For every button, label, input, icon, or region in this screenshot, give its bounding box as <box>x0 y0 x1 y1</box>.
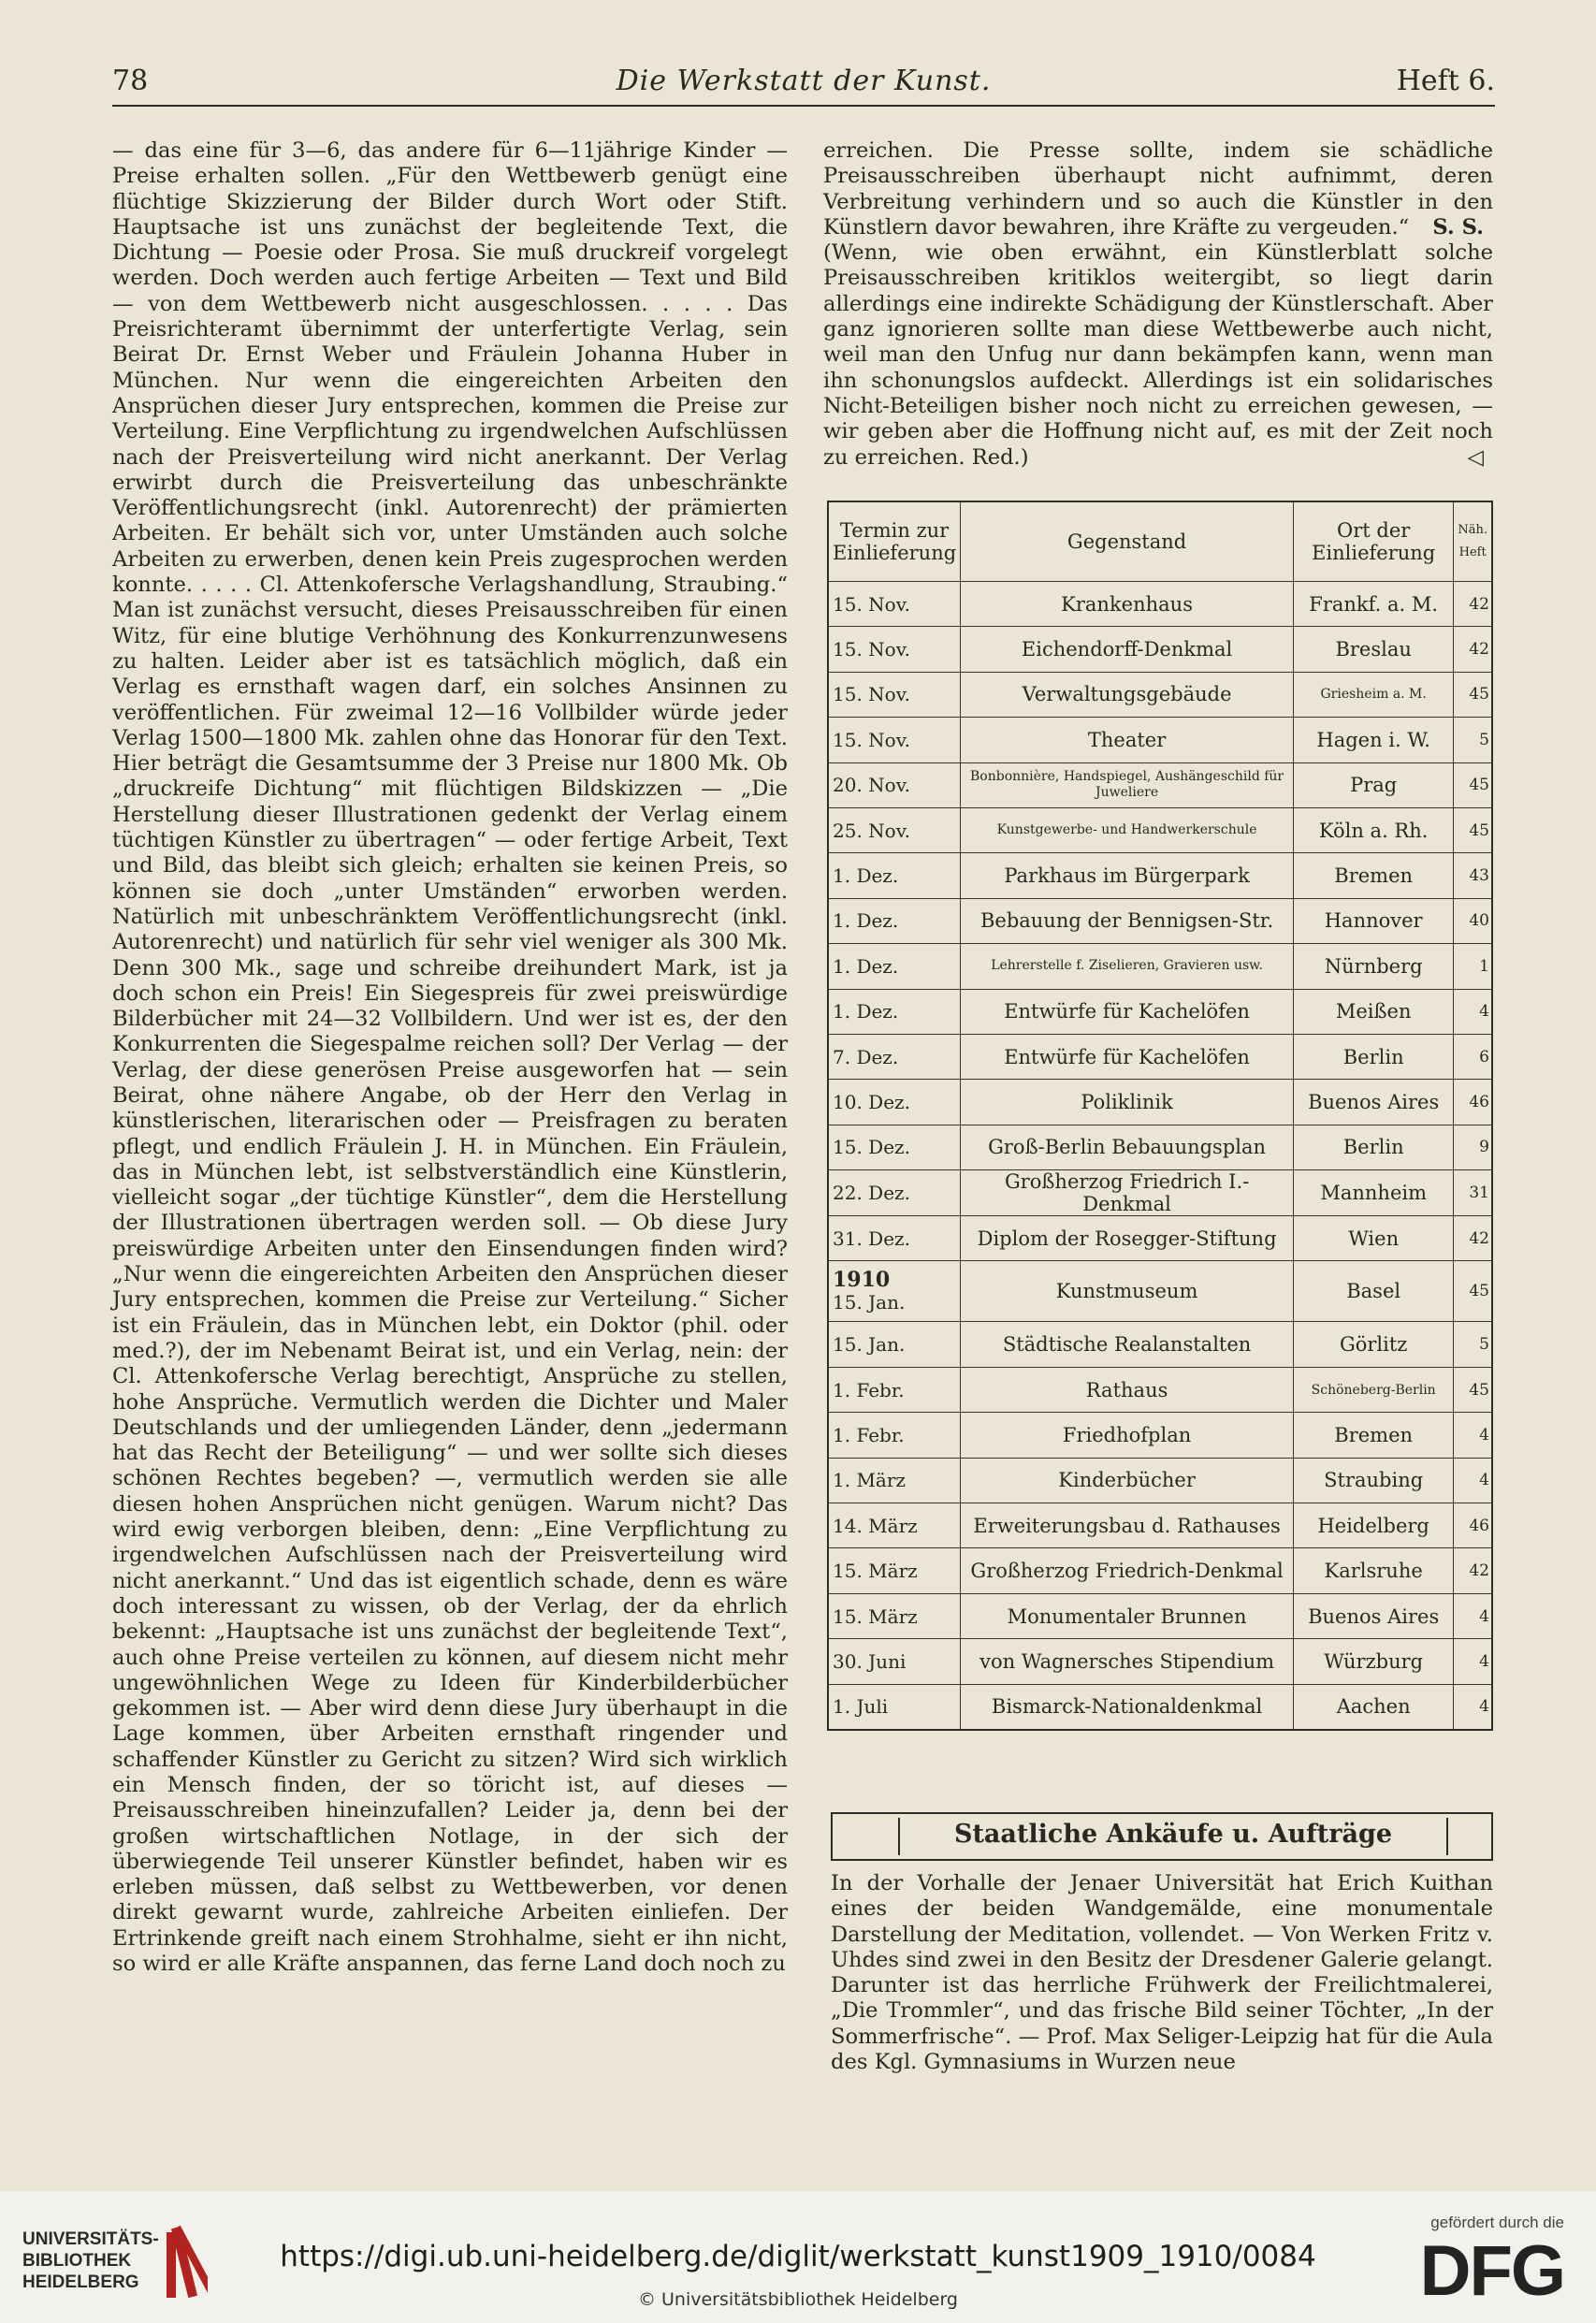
cell-place: Meißen <box>1294 989 1454 1034</box>
cell-place: Heidelberg <box>1294 1503 1454 1548</box>
cell-issue: 43 <box>1454 853 1492 898</box>
cell-place: Breslau <box>1294 627 1454 672</box>
cell-issue: 4 <box>1454 1684 1492 1730</box>
table-row <box>828 1125 1492 1169</box>
table-body <box>828 582 1492 1730</box>
funding-caption: gefördert durch die <box>1430 2214 1564 2231</box>
page-number: 78 <box>112 65 149 97</box>
cell-subject: Bebauung der Bennigsen-Str. <box>961 898 1294 943</box>
cell-place: Berlin <box>1294 1125 1454 1169</box>
cell-place: Prag <box>1294 762 1454 807</box>
cell-issue: 42 <box>1454 627 1492 672</box>
cell-date: 15. Nov. <box>828 627 961 672</box>
heading-rule-right <box>1446 1818 1448 1855</box>
library-name: UNIVERSITÄTS-BIBLIOTHEK HEIDELBERG <box>22 2229 159 2292</box>
table-row <box>828 1458 1492 1503</box>
cell-place: Karlsruhe <box>1294 1548 1454 1593</box>
footer-bar <box>0 2191 1596 2323</box>
cell-date: 7. Dez. <box>828 1034 961 1079</box>
cell-place: Hagen i. W. <box>1294 718 1454 762</box>
cell-date: 22. Dez. <box>828 1170 961 1216</box>
cell-place: Aachen <box>1294 1684 1454 1730</box>
cell-subject: Bonbonnière, Handspiegel, Aushängeschild für Juweliere <box>961 762 1294 807</box>
cell-issue: 45 <box>1454 762 1492 807</box>
cell-subject: Verwaltungsgebäude <box>961 672 1294 717</box>
issue-label: Heft 6. <box>1396 65 1495 97</box>
cell-place: Buenos Aires <box>1294 1593 1454 1638</box>
cell-date: 15. Jan. <box>828 1322 961 1367</box>
table-row <box>828 1170 1492 1216</box>
cell-place: Mannheim <box>1294 1170 1454 1216</box>
table-row <box>828 853 1492 898</box>
header-place: Ort der Einlieferung <box>1294 501 1454 582</box>
cell-issue: 6 <box>1454 1034 1492 1079</box>
cell-subject: Entwürfe für Kachelöfen <box>961 1034 1294 1079</box>
cell-issue: 4 <box>1454 1413 1492 1458</box>
cell-issue: 9 <box>1454 1125 1492 1169</box>
cell-subject: Großherzog Friedrich I.-Denkmal <box>961 1170 1294 1216</box>
cell-issue: 31 <box>1454 1170 1492 1216</box>
competition-table <box>827 501 1493 1731</box>
cell-place: Würzburg <box>1294 1639 1454 1684</box>
cell-issue: 40 <box>1454 898 1492 943</box>
header-deadline: Termin zur Einlieferung <box>828 501 961 582</box>
cell-subject: Eichendorff-Denkmal <box>961 627 1294 672</box>
cell-issue: 4 <box>1454 1639 1492 1684</box>
table-row <box>828 1034 1492 1079</box>
cell-issue: 46 <box>1454 1080 1492 1125</box>
cell-date: 20. Nov. <box>828 762 961 807</box>
end-mark: ◁ <box>1467 444 1484 470</box>
cell-place: Nürnberg <box>1294 944 1454 989</box>
cell-place: Buenos Aires <box>1294 1080 1454 1125</box>
cell-date: 31. Dez. <box>828 1216 961 1261</box>
cell-subject: Kunstgewerbe- und Handwerkerschule <box>961 807 1294 852</box>
cell-place: Bremen <box>1294 853 1454 898</box>
cell-place: Köln a. Rh. <box>1294 807 1454 852</box>
cell-issue: 45 <box>1454 672 1492 717</box>
cell-issue: 5 <box>1454 718 1492 762</box>
table-row <box>828 1080 1492 1125</box>
table-row <box>828 1216 1492 1261</box>
cell-date: 25. Nov. <box>828 807 961 852</box>
cell-issue: 42 <box>1454 582 1492 627</box>
left-column-text: — das eine für 3—6, das andere für 6—11jährige Kinder — Preise erhalten sollen. „Für den Wettbewerb genügt eine flüchtige Skizzierung der Bilder durch Wort oder Stift. Hauptsache ist uns zunächst der begleitende Text, die Dichtung — Poesie oder Prosa. Sie muß druckreif vorgelegt werden. Doch werden auch fertige Arbeiten — Text und Bild — von dem Wettbewerb nicht ausgeschlossen. . . . . Das Preisrichteramt übernimmt der unterfertigte Verlag, sein Beirat Dr. Ernst Weber und Fräulein Johanna Huber in München. Nur wenn die eingereichten Arbeiten den Ansprüchen dieser Jury entsprechen, kommen die Preise zur Verteilung. Eine Verpflichtung zu irgendwelchen Aufschlüssen nach der Preisverteilung wird nicht anerkannt. Der Verlag erwirbt durch die Preisverteilung das unbeschränkte Veröffentlichungsrecht (inkl. Autorenrecht) der prämierten Arbeiten. Er behält sich vor, unter Umständen auch solche Arbeiten zu erwerben, denen kein Preis zugesprochen werden konnte. . . . . Cl. Attenkofersche Verlagshandlung, Straubing.“ Man ist zunächst versucht, dieses Preisausschreiben für einen Witz, für eine blutige Verhöhnung des Konkurrenzunwesens zu halten. Leider aber ist es tatsächlich möglich, daß ein Verlag es ernsthaft wagen darf, ein solches Ansinnen zu veröffentlichen. Für zweimal 12—16 Vollbilder würde jeder Verlag 1500—1800 Mk. zahlen ohne das Honorar für den Text. Hier beträgt die Gesamtsumme der 3 Preise nur 1800 Mk. Ob „druckreife Dichtung“ mit flüchtigen Bildskizzen — „Die Herstellung dieser Illustrationen gedenkt der Verlag einem tüchtigen Künstler zu übertragen“ — oder fertige Arbeit, Text und Bild, das bleibt sich gleich; erhalten sie keinen Preis, so können sie doch „unter Umständen“ erworben werden. Natürlich mit unbeschränktem Veröffentlichungsrecht (inkl. Autorenrecht) und natürlich für sehr viel weniger als 300 Mk. Denn 300 Mk., sage und schreibe dreihundert Mark, ist ja doch schon ein Preis! Ein Siegespreis für zwei preiswürdige Bilderbücher mit 24—32 Vollbildern. Und wer ist es, der den Konkurrenten die Siegespalme reichen soll? Der Verlag — der Verlag, der diese generösen Preise ausgeworfen hat — sein Beirat, ohne nähere Angabe, ob der Herr den Verlag in künstlerischen, literarischen oder — Preisfragen zu beraten pflegt, und endlich Fräulein J. H. in München. Ein Fräulein, das in München lebt, ist selbstverständlich eine Künstlerin, vielleicht sogar „der tüchtige Künstler“, dem die Herstellung der Illustrationen übertragen werden soll. — Ob diese Jury preiswürdige Arbeiten unter den Einsendungen finden wird? „Nur wenn die eingereichten Arbeiten den Ansprüchen dieser Jury entsprechen, kommen die Preise zur Verteilung.“ Sicher ist ein Fräulein, das in München lebt, ein Doktor (phil. oder med.?), der im Nebenamt Beirat ist, und ein Verlag, nein: der Cl. Attenkofersche Verlag berechtigt, Ansprüche zu stellen, hohe Ansprüche. Vermutlich werden die Dichter und Maler Deutschlands und der umliegenden Länder, denn „jedermann hat das Recht der Beteiligung“ — und wer sollte sich dieses schönen Rechtes begeben? —, vermutlich werden sie alle diesen hohen Ansprüchen nicht genügen. Warum nicht? Das wird ewig verborgen bleiben, denn: „Eine Verpflichtung zu irgendwelchen Aufschlüssen nach der Preisverteilung wird nicht anerkannt.“ Und das ist eigentlich schade, denn es wäre doch interessant zu wissen, ob der Verlag, der da ehrlich bekennt: „Hauptsache ist uns zunächst der begleitende Text“, auch ohne Preise verteilen zu können, auf diesem nicht mehr ungewöhnlichen Wege zu Ideen für Kinderbilderbücher gekommen ist. — Aber wird denn diese Jury überhaupt in die Lage kommen, über Arbeiten ernsthaft ringender und schaffender Künstler zu Gericht zu sitzen? Wird sich wirklich ein Mensch finden, der so töricht ist, auf dieses — Preisausschreiben hineinzufallen? Leider ja, denn bei der großen wirtschaftlichen Notlage, in der sich der überwiegende Teil unserer Künstler befindet, haben wir es erleben müssen, daß selbst zu Wettbewerben, vor denen direkt gewarnt wurde, zahlreiche Arbeiten einliefen. Der Ertrinkende greift nach einem Strohhalme, sieht er ihn nicht, so wird er alle Kräfte anspannen, das ferne Land doch noch zu <box>112 138 788 1977</box>
header-issue: Näh. Heft <box>1454 501 1492 582</box>
table-row <box>828 1684 1492 1730</box>
cell-subject: Städtische Realanstalten <box>961 1322 1294 1367</box>
cell-date: 15. März <box>828 1548 961 1593</box>
table-row <box>828 1593 1492 1638</box>
right-column <box>823 138 1493 471</box>
table-row <box>828 718 1492 762</box>
table-row <box>828 944 1492 989</box>
cell-place: Berlin <box>1294 1034 1454 1079</box>
cell-subject: Diplom der Rosegger-Stiftung <box>961 1216 1294 1261</box>
cell-subject: Parkhaus im Bürgerpark <box>961 853 1294 898</box>
cell-subject: Monumentaler Brunnen <box>961 1593 1294 1638</box>
cell-date: 1. Dez. <box>828 853 961 898</box>
table-row <box>828 1322 1492 1367</box>
cell-place: Hannover <box>1294 898 1454 943</box>
copyright: © Universitätsbibliothek Heidelberg <box>637 2289 958 2310</box>
cell-date-text: 15. Jan. <box>833 1291 906 1314</box>
left-column <box>112 138 788 1977</box>
cell-date: 15. Nov. <box>828 672 961 717</box>
cell-subject: Groß-Berlin Bebauungsplan <box>961 1125 1294 1169</box>
cell-place: Frankf. a. M. <box>1294 582 1454 627</box>
cell-subject: Lehrerstelle f. Ziselieren, Gravieren usw. <box>961 944 1294 989</box>
signature: S. S. <box>1432 214 1484 240</box>
cell-date: 1. Juli <box>828 1684 961 1730</box>
cell-date: 1. Dez. <box>828 989 961 1034</box>
table-row <box>828 762 1492 807</box>
cell-date: 1. März <box>828 1458 961 1503</box>
cell-issue: 45 <box>1454 1261 1492 1322</box>
journal-title: Die Werkstatt der Kunst. <box>616 65 992 97</box>
cell-subject: Friedhofplan <box>961 1413 1294 1458</box>
cell-issue: 46 <box>1454 1503 1492 1548</box>
cell-issue: 42 <box>1454 1548 1492 1593</box>
table-header-row <box>828 501 1492 582</box>
right-paragraph-2 <box>823 240 1493 471</box>
cell-issue: 45 <box>1454 1367 1492 1412</box>
cell-issue: 4 <box>1454 989 1492 1034</box>
cell-place: Basel <box>1294 1261 1454 1322</box>
section-title: Staatliche Ankäufe u. Aufträge <box>953 1820 1393 1849</box>
year-label: 1910 <box>833 1268 891 1293</box>
header-subject: Gegenstand <box>961 501 1294 582</box>
cell-subject: Großherzog Friedrich-Denkmal <box>961 1548 1294 1593</box>
cell-subject: Theater <box>961 718 1294 762</box>
table-row <box>828 672 1492 717</box>
cell-place: Bremen <box>1294 1413 1454 1458</box>
table-row <box>828 807 1492 852</box>
table-row <box>828 989 1492 1034</box>
dfg-logo: DFG <box>1419 2231 1564 2311</box>
cell-subject: Rathaus <box>961 1367 1294 1412</box>
cell-date: 15. Nov. <box>828 582 961 627</box>
cell-date: 15. Nov. <box>828 718 961 762</box>
cell-place: Wien <box>1294 1216 1454 1261</box>
cell-subject: von Wagnersches Stipendium <box>961 1639 1294 1684</box>
table-row <box>828 898 1492 943</box>
cell-issue: 45 <box>1454 807 1492 852</box>
table-row <box>828 1367 1492 1412</box>
cell-issue: 4 <box>1454 1593 1492 1638</box>
running-head <box>112 58 1495 107</box>
cell-date: 1. Dez. <box>828 898 961 943</box>
table-row <box>828 627 1492 672</box>
cell-date: 14. März <box>828 1503 961 1548</box>
permalink[interactable]: https://digi.ub.uni-heidelberg.de/diglit/werkstatt_kunst1909_1910/0084 <box>280 2240 1316 2273</box>
cell-subject: Kunstmuseum <box>961 1261 1294 1322</box>
right-paragraph-1-text: erreichen. Die Presse sollte, indem sie schädliche Preisausschreiben überhaupt nicht aufnimmt, deren Verbreitung verhindern und so auch die Künstler in den Künstlern davor bewahren, ihre Kräfte zu vergeuden.“ <box>823 138 1493 240</box>
table-row <box>828 1261 1492 1322</box>
cell-date: 15. Dez. <box>828 1125 961 1169</box>
cell-date: 1. Febr. <box>828 1413 961 1458</box>
section-heading-box <box>831 1812 1493 1861</box>
cell-date: 30. Juni <box>828 1639 961 1684</box>
cell-subject: Poliklinik <box>961 1080 1294 1125</box>
table-row <box>828 1639 1492 1684</box>
table-row <box>828 1413 1492 1458</box>
cell-date: 1. Dez. <box>828 944 961 989</box>
cell-issue: 4 <box>1454 1458 1492 1503</box>
cell-subject: Bismarck-Nationaldenkmal <box>961 1684 1294 1730</box>
cell-place: Griesheim a. M. <box>1294 672 1454 717</box>
cell-subject: Krankenhaus <box>961 582 1294 627</box>
right-paragraph-2-text: (Wenn, wie oben erwähnt, ein Künstlerblatt solche Preisausschreiben kritiklos weitergibt, so liegt darin allerdings eine indirekte Schädigung der Künstlerschaft. Aber ganz ignorieren sollte man diese Wettbewerbe auch nicht, weil man den Unfug nur dann bekämpfen kann, wenn man ihn schonungslos aufdeckt. Allerdings ist ein solidarisches Nicht-Beteiligen bisher noch nicht zu erreichen gewesen, — wir geben aber die Hoffnung nicht auf, es mit der Zeit noch zu erreichen. Red.) <box>823 240 1493 470</box>
cell-subject: Entwürfe für Kachelöfen <box>961 989 1294 1034</box>
section-text: In der Vorhalle der Jenaer Universität hat Erich Kuithan eines der beiden Wandgemälde, eine monumentale Darstellung der Meditation, vollendet. — Von Werken Fritz v. Uhdes sind zwei in den Besitz der Dresdener Galerie gelangt. Darunter ist das herrliche Frühwerk der Freilichtmalerei, „Die Trommler“, und das frische Bild seiner Töchter, „In der Sommerfrische“. — Prof. Max Seliger-Leipzig hat für die Aula des Kgl. Gymnasiums in Wurzen neue <box>831 1871 1493 2075</box>
cell-issue: 5 <box>1454 1322 1492 1367</box>
cell-place: Straubing <box>1294 1458 1454 1503</box>
cell-date: 15. März <box>828 1593 961 1638</box>
cell-date: 1. Febr. <box>828 1367 961 1412</box>
cell-issue: 1 <box>1454 944 1492 989</box>
right-paragraph-1 <box>823 138 1493 240</box>
cell-date <box>828 1261 961 1322</box>
cell-subject: Erweiterungsbau d. Rathauses <box>961 1503 1294 1548</box>
table-row <box>828 1548 1492 1593</box>
cell-issue: 42 <box>1454 1216 1492 1261</box>
table-row <box>828 582 1492 627</box>
cell-subject: Kinderbücher <box>961 1458 1294 1503</box>
cell-place: Görlitz <box>1294 1322 1454 1367</box>
table-row <box>828 1503 1492 1548</box>
cell-place: Schöneberg-Berlin <box>1294 1367 1454 1412</box>
cell-date: 10. Dez. <box>828 1080 961 1125</box>
